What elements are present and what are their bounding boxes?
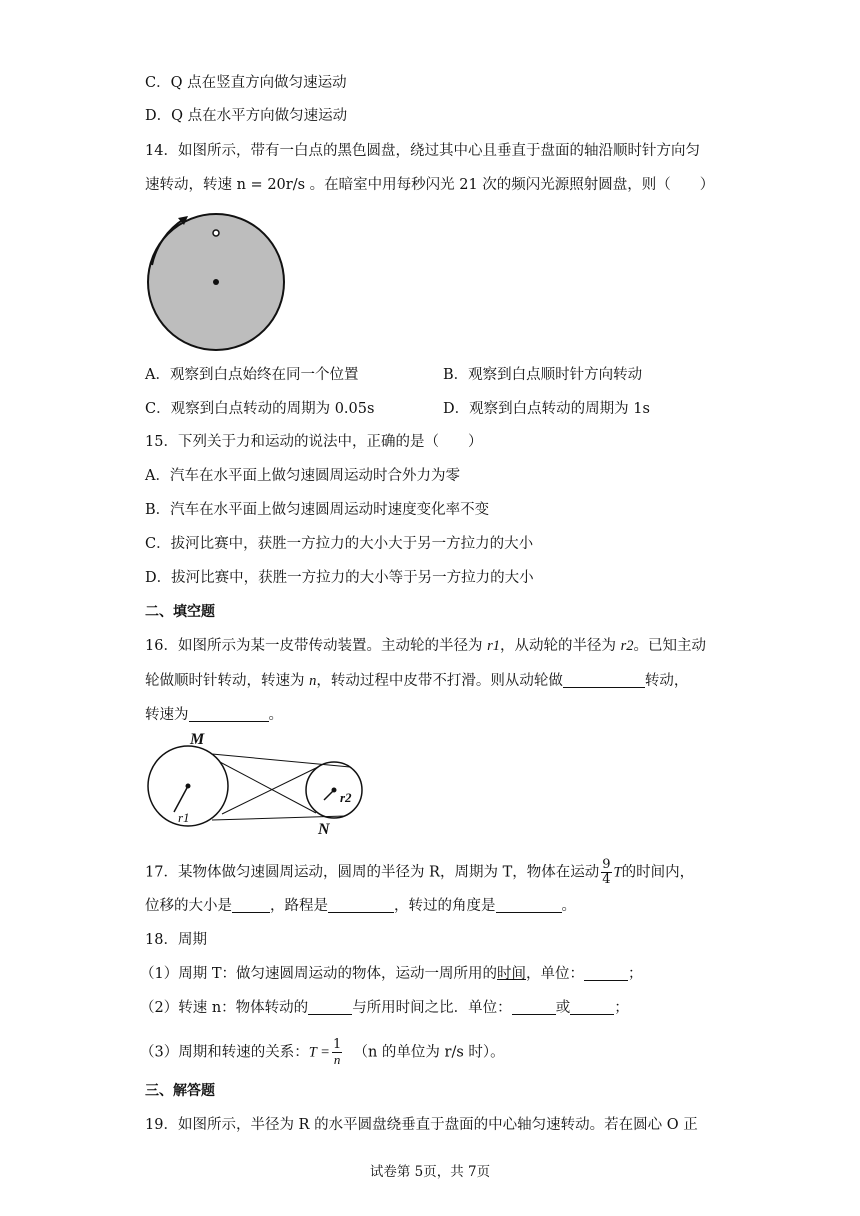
q13-option-d: D．Q 点在水平方向做匀速运动 <box>145 108 348 124</box>
q18-title: 18．周期 <box>145 932 207 948</box>
q15-stem: 15．下列关于力和运动的说法中，正确的是（ ） <box>145 434 483 450</box>
q15-option-c: C．拔河比赛中，获胜一方拉力的大小大于另一方拉力的大小 <box>145 536 534 552</box>
q14-stem-line2: 速转动，转速 n = 20r/s 。在暗室中用每秒闪光 21 次的频闪光源照射圆盘，则（ ） <box>145 177 715 193</box>
q16-stem-line3: 转速为 。 <box>145 707 283 723</box>
q14-option-c: C．观察到白点转动的周期为 0.05s <box>145 401 375 417</box>
belt-upper <box>212 754 350 767</box>
q15-option-d: D．拔河比赛中，获胜一方拉力的大小等于另一方拉力的大小 <box>145 570 534 586</box>
q18-part3: （3）周期和转速的关系：T = $\frac{1}{n}$ （n 的单位为 r/s 时）。 <box>140 1037 505 1067</box>
q18-blank-count[interactable] <box>308 998 352 1015</box>
fraction-9-4: $\frac{9}{4}$ <box>602 857 611 887</box>
radius-r2 <box>324 790 334 800</box>
q14-option-b: B．观察到白点顺时针方向转动 <box>443 367 643 383</box>
q16-blank-motion[interactable] <box>563 671 645 688</box>
q16-stem-line2: 轮做顺时针转动，转速为 n，转动过程中皮带不打滑。则从动轮做 转动， <box>145 673 689 689</box>
q18-part1: （1）周期 T：做匀速圆周运动的物体，运动一周所用的时间，单位： ； <box>140 966 643 982</box>
q17-blank-path[interactable] <box>328 896 394 913</box>
q17-blank-displacement[interactable] <box>232 896 270 913</box>
q18-part2: （2）转速 n：物体转动的 与所用时间之比．单位： 或 ； <box>140 1000 629 1016</box>
label-r2: r2 <box>340 790 352 805</box>
q14-stem-line1: 14．如图所示，带有一白点的黑色圆盘，绕过其中心且垂直于盘面的轴沿顺时针方向匀 <box>145 143 700 159</box>
label-r1: r1 <box>178 810 190 825</box>
fraction-1-n: $\frac{1}{n}$ <box>332 1037 342 1067</box>
q16-blank-speed[interactable] <box>189 705 269 722</box>
white-dot <box>213 230 219 236</box>
q18-blank-unit-a[interactable] <box>512 998 556 1015</box>
page-footer: 试卷第 5页，共 7页 <box>369 1164 491 1180</box>
q17-stem-line2: 位移的大小是 ，路程是 ，转过的角度是 。 <box>145 898 576 914</box>
q14-option-d: D．观察到白点转动的周期为 1s <box>443 401 650 417</box>
center-dot <box>213 279 219 285</box>
q19-stem-line1: 19．如图所示，半径为 R 的水平圆盘绕垂直于盘面的中心轴匀速转动。若在圆心 O 正 <box>145 1117 698 1133</box>
radius-r1 <box>174 786 188 812</box>
q16-stem-line1: 16．如图所示为某一皮带传动装置。主动轮的半径为 r1，从动轮的半径为 r2。已知主动 <box>145 638 706 654</box>
q15-option-b: B．汽车在水平面上做匀速圆周运动时速度变化率不变 <box>145 502 490 518</box>
label-M: M <box>190 731 205 748</box>
q18-blank-unit-b[interactable] <box>570 998 614 1015</box>
belt-lower <box>212 816 345 820</box>
label-N: N <box>318 821 330 838</box>
q13-option-c: C．Q 点在竖直方向做匀速运动 <box>145 75 347 91</box>
q14-option-a: A．观察到白点始终在同一个位置 <box>145 367 359 383</box>
belt-drive-figure <box>140 730 380 840</box>
section-fill-in-title: 二、填空题 <box>145 604 215 620</box>
q17-blank-angle[interactable] <box>496 896 562 913</box>
q17-stem-line1: 17．某物体做匀速圆周运动，圆周的半径为 R，周期为 T，物体在运动 $\frac{9}{4}$ T的时间内， <box>145 857 695 887</box>
belt-cross-a <box>220 762 316 813</box>
q15-option-a: A．汽车在水平面上做匀速圆周运动时合外力为零 <box>145 468 460 484</box>
q18-blank-unit[interactable] <box>584 964 628 981</box>
rotating-disk-figure <box>140 205 300 365</box>
section-answer-title: 三、解答题 <box>145 1083 215 1099</box>
